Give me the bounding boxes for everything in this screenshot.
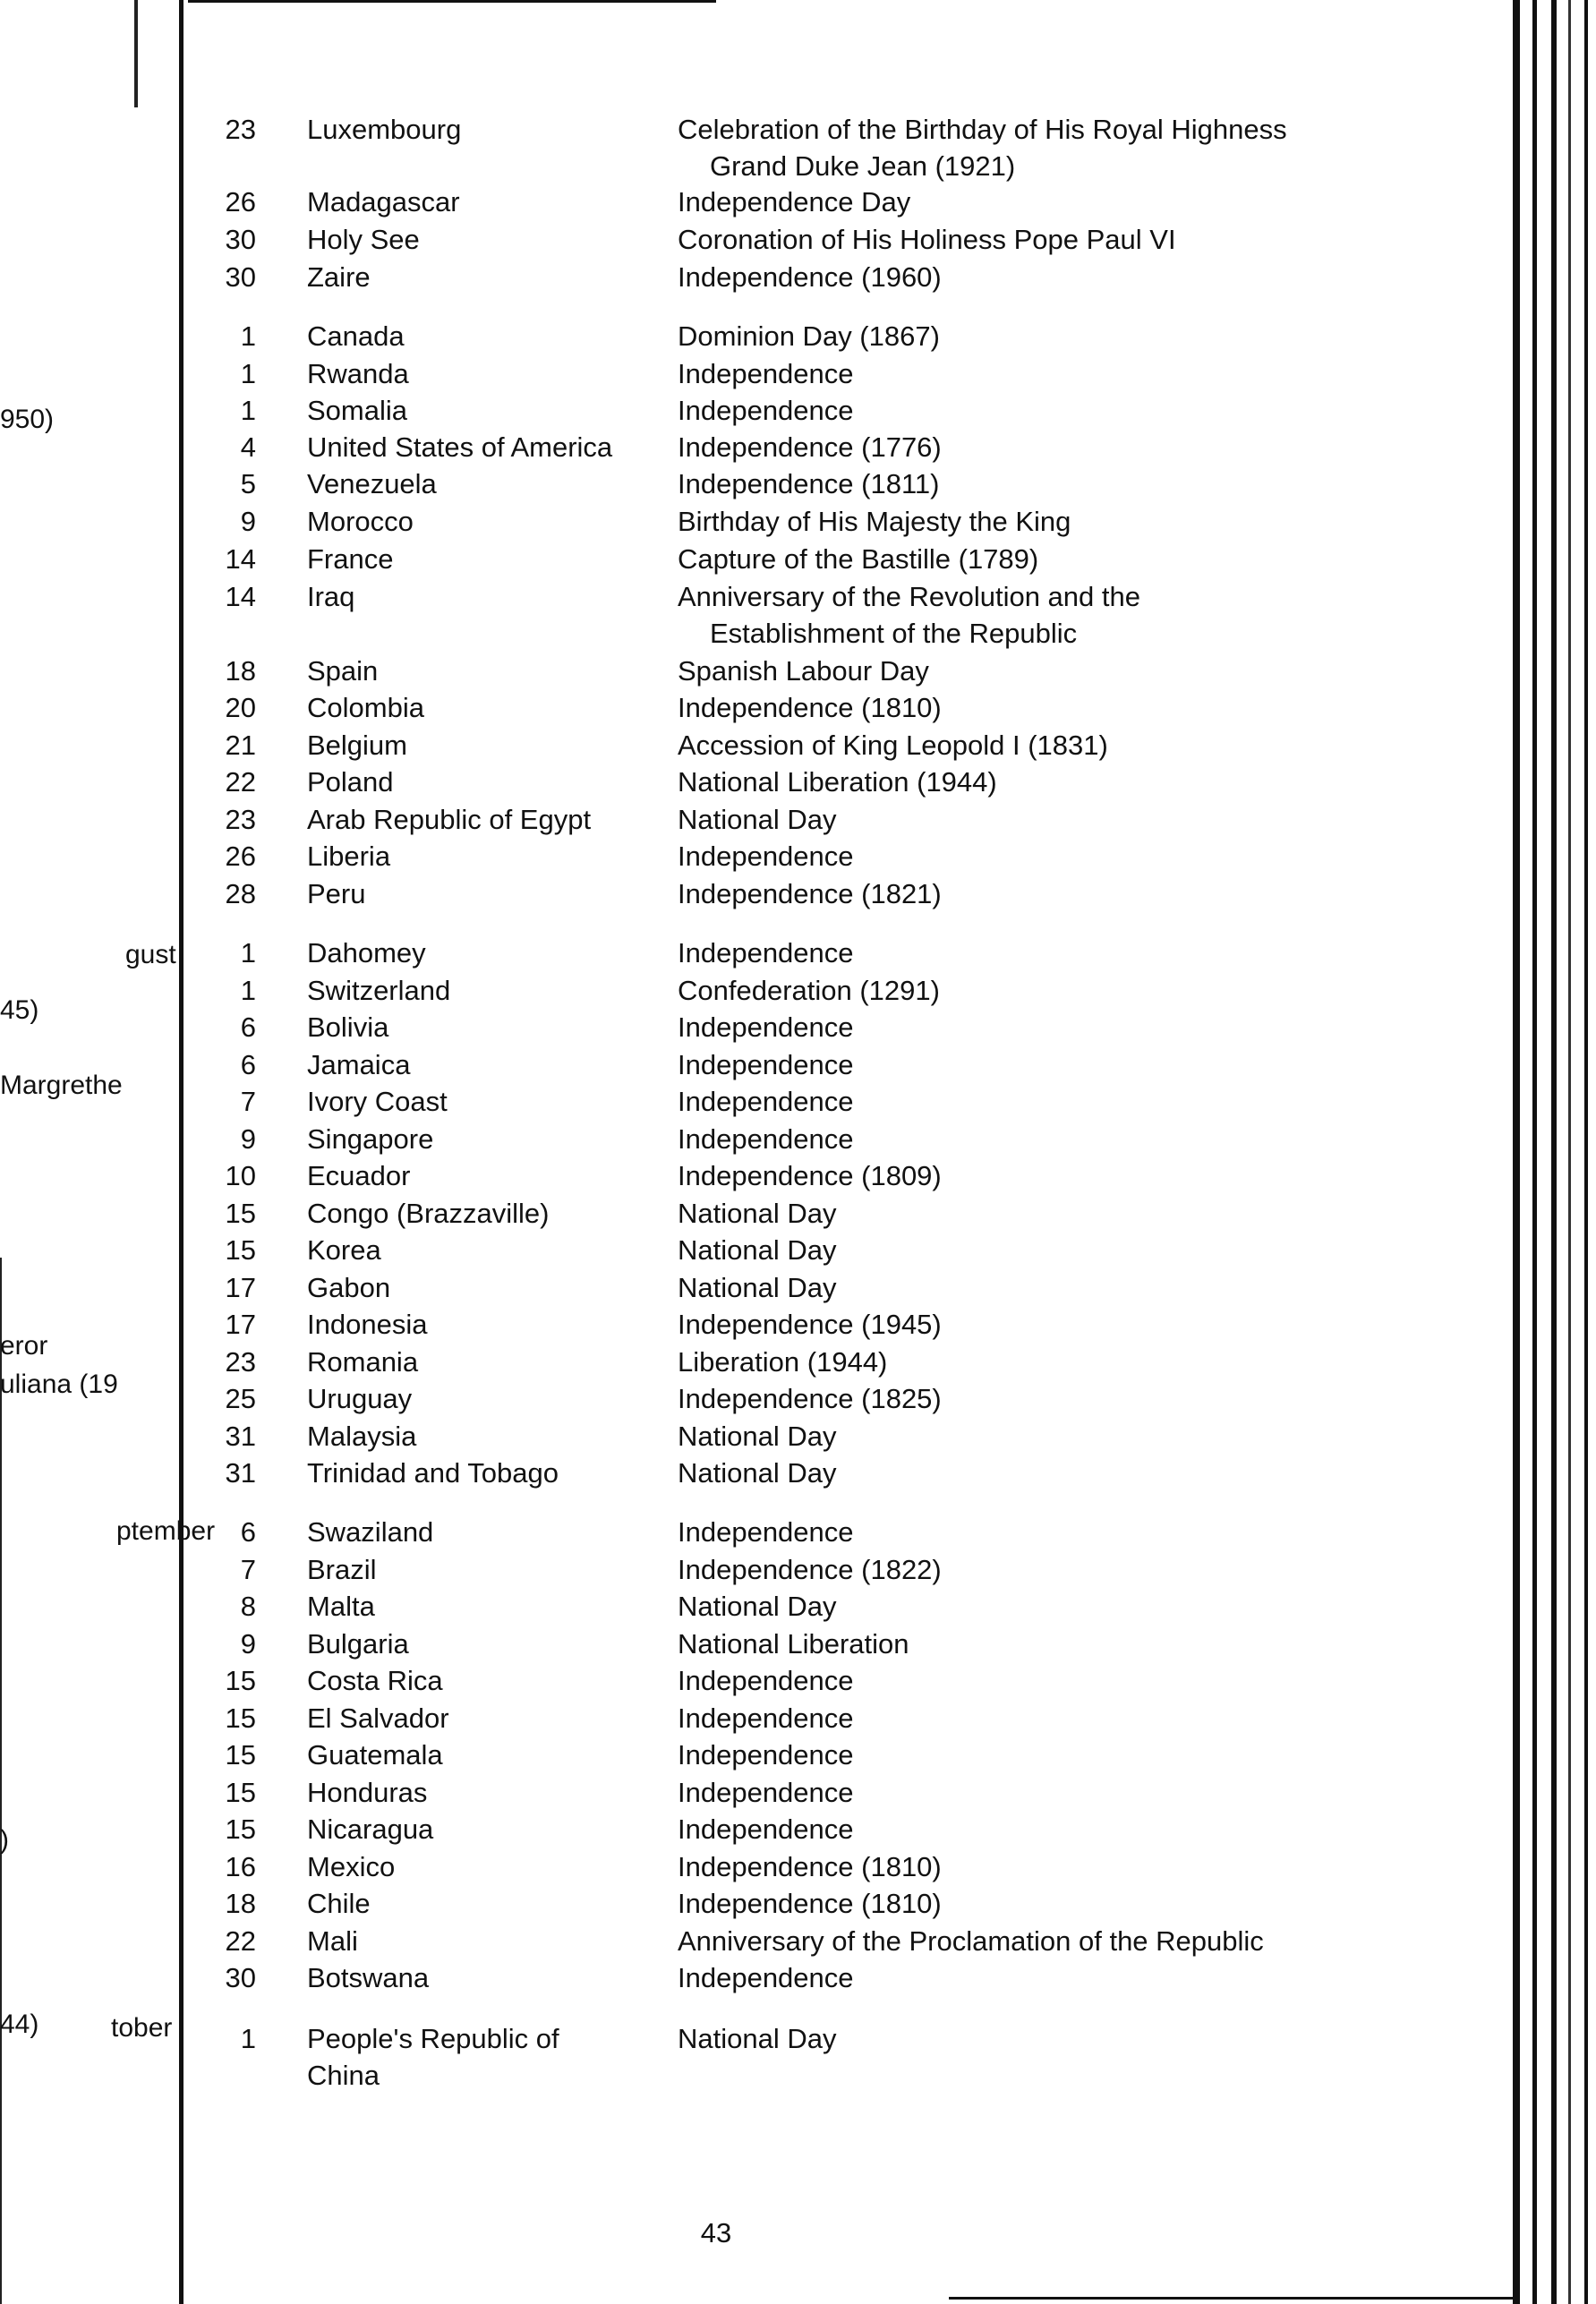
country-cell: Costa Rica [307, 1665, 443, 1696]
country-cell: Guatemala [307, 1739, 443, 1771]
margin-fragment: gust [125, 940, 176, 969]
day-cell: 26 [225, 186, 256, 218]
event-cell: Independence [678, 395, 854, 426]
country-cell: Rwanda [307, 358, 409, 389]
event-cell: Independence (1776) [678, 431, 942, 463]
country-cell: Uruguay [307, 1383, 413, 1414]
event-cell: Coronation of His Holiness Pope Paul VI [678, 224, 1176, 255]
day-cell: 18 [225, 1888, 256, 1919]
country-cell: Nicaragua [307, 1813, 434, 1845]
country-cell: Arab Republic of Egypt [307, 804, 592, 835]
event-cell: Independence [678, 841, 854, 872]
margin-fragment: Margrethe [0, 1071, 123, 1100]
country-cell: Trinidad and Tobago [307, 1457, 559, 1489]
day-cell: 7 [240, 1554, 256, 1585]
country-cell: Jamaica [307, 1049, 411, 1080]
day-cell: 6 [240, 1049, 256, 1080]
event-cell: Dominion Day (1867) [678, 320, 940, 352]
country-cell: Congo (Brazzaville) [307, 1198, 550, 1229]
day-cell: 1 [240, 2023, 256, 2054]
country-cell: Venezuela [307, 468, 437, 499]
event-cell: National Day [678, 2023, 837, 2054]
country-cell: Bolivia [307, 1011, 389, 1043]
country-cell: Brazil [307, 1554, 377, 1585]
country-cell: Peru [307, 878, 366, 909]
event-cell: Independence (1811) [678, 468, 940, 499]
page-edge-shadow [1532, 0, 1537, 2304]
country-cell: Chile [307, 1888, 371, 1919]
event-cell: Independence (1825) [678, 1383, 942, 1414]
day-cell: 8 [240, 1591, 256, 1622]
event-cell: Independence (1945) [678, 1309, 942, 1340]
country-cell: Holy See [307, 224, 420, 255]
day-cell: 9 [240, 1628, 256, 1660]
day-cell: 14 [225, 543, 256, 575]
event-line: Celebration of the Birthday of His Royal Highness [678, 114, 1287, 145]
country-cell: Mexico [307, 1851, 396, 1882]
country-cell: Dahomey [307, 937, 426, 969]
event-cell: Birthday of His Majesty the King [678, 506, 1071, 537]
event-cell: National Day [678, 1457, 837, 1489]
bottom-rule [949, 2297, 1513, 2300]
day-cell: 9 [240, 506, 256, 537]
event-cell: National Day [678, 1198, 837, 1229]
event-cell: Independence (1809) [678, 1160, 942, 1191]
event-cell: Independence (1822) [678, 1554, 942, 1585]
event-cell: Independence [678, 1123, 854, 1155]
day-cell: 4 [240, 431, 256, 463]
binder-line [134, 0, 138, 107]
day-cell: 15 [225, 1234, 256, 1266]
country-cell: Romania [307, 1346, 419, 1378]
event-cell [678, 578, 1358, 652]
event-cell: Independence (1810) [678, 1888, 942, 1919]
day-cell: 1 [240, 937, 256, 969]
page-edge-shadow [1584, 0, 1588, 2304]
event-cell: Accession of King Leopold I (1831) [678, 730, 1108, 761]
binder-line [179, 0, 183, 2304]
month-label-september: ptember [116, 1516, 216, 1546]
country-cell: Colombia [307, 692, 424, 723]
country-cell: Madagascar [307, 186, 460, 218]
event-cell: National Day [678, 1421, 837, 1452]
event-cell: Anniversary of the Proclamation of the Republic [678, 1925, 1264, 1957]
day-cell: 23 [225, 804, 256, 835]
day-cell: 31 [225, 1457, 256, 1489]
event-cell: Independence (1821) [678, 878, 942, 909]
event-line-continued: Establishment of the Republic [710, 618, 1078, 649]
country-cell: Malaysia [307, 1421, 417, 1452]
event-cell: Independence [678, 1962, 854, 1993]
day-cell: 1 [240, 358, 256, 389]
country-cell: Somalia [307, 395, 407, 426]
country-cell: Liberia [307, 841, 391, 872]
country-cell: Honduras [307, 1777, 428, 1808]
event-cell: National Day [678, 1591, 837, 1622]
day-cell: 26 [225, 841, 256, 872]
day-cell: 1 [240, 975, 256, 1006]
country-cell: Indonesia [307, 1309, 428, 1340]
country-cell: Gabon [307, 1272, 391, 1303]
margin-fragment: tober [111, 2013, 173, 2043]
country-cell: Canada [307, 320, 405, 352]
country-cell: Morocco [307, 506, 414, 537]
day-cell: 23 [225, 114, 256, 145]
country-cell: Mali [307, 1925, 358, 1957]
event-cell: Spanish Labour Day [678, 655, 929, 687]
day-cell: 30 [225, 1962, 256, 1993]
country-cell: Iraq [307, 581, 355, 612]
country-cell: Belgium [307, 730, 407, 761]
event-cell: Confederation (1291) [678, 975, 940, 1006]
day-cell: 30 [225, 224, 256, 255]
event-cell: National Liberation [678, 1628, 909, 1660]
country-cell: El Salvador [307, 1702, 449, 1734]
country-cell: Zaire [307, 261, 371, 293]
day-cell: 25 [225, 1383, 256, 1414]
event-cell: Independence [678, 1777, 854, 1808]
event-cell: Independence [678, 1086, 854, 1117]
day-cell: 7 [240, 1086, 256, 1117]
day-cell: 16 [225, 1851, 256, 1882]
event-cell: Independence [678, 1813, 854, 1845]
day-cell: 10 [225, 1160, 256, 1191]
day-cell: 1 [240, 395, 256, 426]
scan-top-rule [188, 0, 716, 3]
margin-fragment: 45) [0, 995, 39, 1025]
event-cell: National Day [678, 1272, 837, 1303]
country-cell: France [307, 543, 394, 575]
day-cell: 9 [240, 1123, 256, 1155]
page-number: 43 [700, 2217, 732, 2249]
page-edge-shadow [1551, 0, 1557, 2304]
country-cell: Malta [307, 1591, 375, 1622]
day-cell: 1 [240, 320, 256, 352]
event-cell: Independence [678, 1049, 854, 1080]
left-page-rule [0, 1258, 2, 2304]
day-cell: 23 [225, 1346, 256, 1378]
day-cell: 31 [225, 1421, 256, 1452]
event-cell: Independence (1960) [678, 261, 942, 293]
day-cell: 6 [240, 1011, 256, 1043]
event-cell: Independence (1810) [678, 1851, 942, 1882]
day-cell: 5 [240, 468, 256, 499]
margin-fragment: 44) [0, 2010, 39, 2039]
margin-fragment: ) [0, 1825, 9, 1855]
event-line-continued: Grand Duke Jean (1921) [710, 150, 1016, 182]
country-cell: Luxembourg [307, 114, 462, 145]
day-cell: 15 [225, 1665, 256, 1696]
country-cell: Switzerland [307, 975, 451, 1006]
country-cell: Poland [307, 766, 394, 798]
country-cell: Botswana [307, 1962, 430, 1993]
margin-fragment: eror [0, 1331, 48, 1361]
country-line-continued: China [307, 2060, 380, 2091]
country-cell: Singapore [307, 1123, 434, 1155]
country-cell [307, 2020, 656, 2094]
day-cell: 15 [225, 1777, 256, 1808]
event-cell: Independence [678, 358, 854, 389]
event-cell: Capture of the Bastille (1789) [678, 543, 1039, 575]
event-cell: National Day [678, 804, 837, 835]
day-cell: 15 [225, 1198, 256, 1229]
event-cell: National Day [678, 1234, 837, 1266]
country-cell: Spain [307, 655, 379, 687]
day-cell: 22 [225, 1925, 256, 1957]
day-cell: 15 [225, 1702, 256, 1734]
country-cell: Korea [307, 1234, 381, 1266]
margin-fragment: uliana (19 [0, 1370, 118, 1399]
event-cell [678, 111, 1358, 184]
day-cell: 17 [225, 1309, 256, 1340]
event-cell: Independence [678, 1665, 854, 1696]
country-cell: Ivory Coast [307, 1086, 448, 1117]
event-cell: Independence [678, 1702, 854, 1734]
day-cell: 15 [225, 1813, 256, 1845]
day-cell: 17 [225, 1272, 256, 1303]
event-line: Anniversary of the Revolution and the [678, 581, 1140, 612]
event-cell: Independence (1810) [678, 692, 942, 723]
day-cell: 22 [225, 766, 256, 798]
event-cell: Independence [678, 937, 854, 969]
day-cell: 21 [225, 730, 256, 761]
country-cell: United States of America [307, 431, 613, 463]
country-line: People's Republic of [307, 2023, 559, 2054]
day-cell: 6 [240, 1516, 256, 1548]
page-edge-shadow [1513, 0, 1520, 2304]
margin-fragment: 950) [0, 405, 55, 434]
event-cell: Independence [678, 1739, 854, 1771]
day-cell: 18 [225, 655, 256, 687]
day-cell: 20 [225, 692, 256, 723]
day-cell: 28 [225, 878, 256, 909]
event-cell: Independence [678, 1516, 854, 1548]
event-cell: Independence [678, 1011, 854, 1043]
event-cell: Independence Day [678, 186, 911, 218]
day-cell: 30 [225, 261, 256, 293]
country-cell: Ecuador [307, 1160, 411, 1191]
country-cell: Swaziland [307, 1516, 434, 1548]
day-cell: 15 [225, 1739, 256, 1771]
event-cell: National Liberation (1944) [678, 766, 997, 798]
country-cell: Bulgaria [307, 1628, 409, 1660]
event-cell: Liberation (1944) [678, 1346, 888, 1378]
page-edge-shadow [1568, 0, 1571, 2304]
day-cell: 14 [225, 581, 256, 612]
